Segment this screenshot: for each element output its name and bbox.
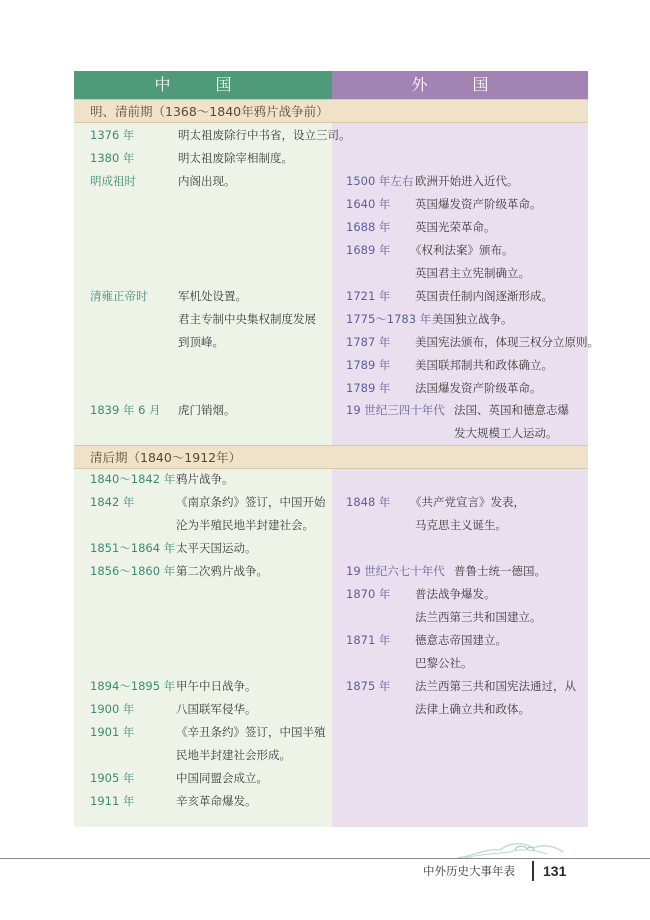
foreign-date: 1789 年 xyxy=(346,358,391,372)
foreign-event: 法国、英国和德意志爆 xyxy=(454,403,569,417)
foreign-date: 1689 年 xyxy=(346,243,391,257)
foreign-date: 1871 年 xyxy=(346,633,391,647)
chronology-table xyxy=(74,71,599,827)
foreign-event: 欧洲开始进入近代。 xyxy=(415,174,519,188)
foreign-date: 1640 年 xyxy=(346,197,391,211)
foreign-date: 19 世纪六七十年代 xyxy=(346,564,445,578)
foreign-event: 美国独立战争。 xyxy=(432,312,513,326)
china-event: 内阁出现。 xyxy=(178,174,236,188)
foreign-column-header xyxy=(332,71,588,99)
foreign-event: 普法战争爆发。 xyxy=(415,587,496,601)
china-date: 1376 年 xyxy=(90,128,135,142)
foreign-event: 巴黎公社。 xyxy=(415,656,473,670)
china-date: 1839 年 6 月 xyxy=(90,403,161,417)
foreign-event: 英国君主立宪制确立。 xyxy=(415,266,530,280)
china-date: 1911 年 xyxy=(90,794,135,808)
foreign-section-early xyxy=(332,123,588,445)
china-event: 民地半封建社会形成。 xyxy=(176,748,291,762)
china-event: 《辛丑条约》签订，中国半殖 xyxy=(176,725,326,739)
foreign-event: 法兰西第三共和国建立。 xyxy=(415,610,542,624)
footer-rule xyxy=(0,858,650,859)
china-date: 明成祖时 xyxy=(90,174,136,188)
foreign-event: 英国光荣革命。 xyxy=(415,220,496,234)
china-event: 军机处设置。 xyxy=(178,289,247,303)
china-date: 清雍正帝时 xyxy=(90,289,148,303)
china-date: 1851～1864 年 xyxy=(90,541,176,555)
foreign-event: 法兰西第三共和国宪法通过，从 xyxy=(415,679,576,693)
foreign-date: 1875 年 xyxy=(346,679,391,693)
foreign-event: 法律上确立共和政体。 xyxy=(415,702,530,716)
china-event: 八国联军侵华。 xyxy=(176,702,257,716)
china-event: 虎门销烟。 xyxy=(178,403,236,417)
foreign-date: 1721 年 xyxy=(346,289,391,303)
china-section-early xyxy=(74,123,332,445)
foreign-date: 1870 年 xyxy=(346,587,391,601)
china-event: 《南京条约》签订，中国开始 xyxy=(176,495,326,509)
foreign-header-label: 外 国 xyxy=(411,75,509,94)
china-event: 甲午中日战争。 xyxy=(176,679,257,693)
footer-divider xyxy=(532,861,534,881)
foreign-event: 马克思主义诞生。 xyxy=(415,518,507,532)
period-banner-ming-qing-early: 明、清前期（1368～1840年鸦片战争前） xyxy=(74,99,588,123)
china-event: 第二次鸦片战争。 xyxy=(176,564,268,578)
china-date: 1856～1860 年 xyxy=(90,564,176,578)
foreign-date: 1775～1783 年 xyxy=(346,312,432,326)
foreign-date: 1787 年 xyxy=(346,335,391,349)
china-event: 辛亥革命爆发。 xyxy=(176,794,257,808)
china-event: 鸦片战争。 xyxy=(176,472,234,486)
foreign-event: 普鲁士统一德国。 xyxy=(454,564,546,578)
foreign-event: 《共产党宣言》发表， xyxy=(410,495,525,509)
china-event: 沦为半殖民地半封建社会。 xyxy=(176,518,314,532)
china-event: 君主专制中央集权制度发展 xyxy=(178,312,316,326)
foreign-event: 美国联邦制共和政体确立。 xyxy=(415,358,553,372)
foreign-event: 美国宪法颁布，体现三权分立原则。 xyxy=(415,335,599,349)
china-header-label: 中 国 xyxy=(154,75,252,94)
china-date: 1901 年 xyxy=(90,725,135,739)
foreign-event: 德意志帝国建立。 xyxy=(415,633,507,647)
foreign-event: 英国爆发资产阶级革命。 xyxy=(415,197,542,211)
page-number: 131 xyxy=(543,863,567,879)
foreign-event: 法国爆发资产阶级革命。 xyxy=(415,381,542,395)
foreign-event: 英国责任制内阁逐渐形成。 xyxy=(415,289,553,303)
china-date: 1905 年 xyxy=(90,771,135,785)
foreign-date: 1688 年 xyxy=(346,220,391,234)
china-date: 1840～1842 年 xyxy=(90,472,176,486)
china-date: 1380 年 xyxy=(90,151,135,165)
period-banner-late-qing: 清后期（1840～1912年） xyxy=(74,445,588,469)
cloud-ornament-icon xyxy=(455,838,565,860)
china-date: 1900 年 xyxy=(90,702,135,716)
foreign-event: 发大规模工人运动。 xyxy=(454,426,558,440)
running-footer-title: 中外历史大事年表 xyxy=(423,864,515,878)
china-date: 1842 年 xyxy=(90,495,135,509)
china-event: 中国同盟会成立。 xyxy=(176,771,268,785)
china-event: 太平天国运动。 xyxy=(176,541,257,555)
foreign-event: 《权利法案》颁布。 xyxy=(410,243,514,257)
china-column-header xyxy=(74,71,332,99)
china-event: 明太祖废除宰相制度。 xyxy=(178,151,293,165)
foreign-date: 1848 年 xyxy=(346,495,391,509)
foreign-date: 1789 年 xyxy=(346,381,391,395)
china-date: 1894～1895 年 xyxy=(90,679,176,693)
china-event: 明太祖废除行中书省，设立三司。 xyxy=(178,128,351,142)
china-event: 到顶峰。 xyxy=(178,335,224,349)
foreign-date: 19 世纪三四十年代 xyxy=(346,403,445,417)
foreign-date: 1500 年左右 xyxy=(346,174,414,188)
